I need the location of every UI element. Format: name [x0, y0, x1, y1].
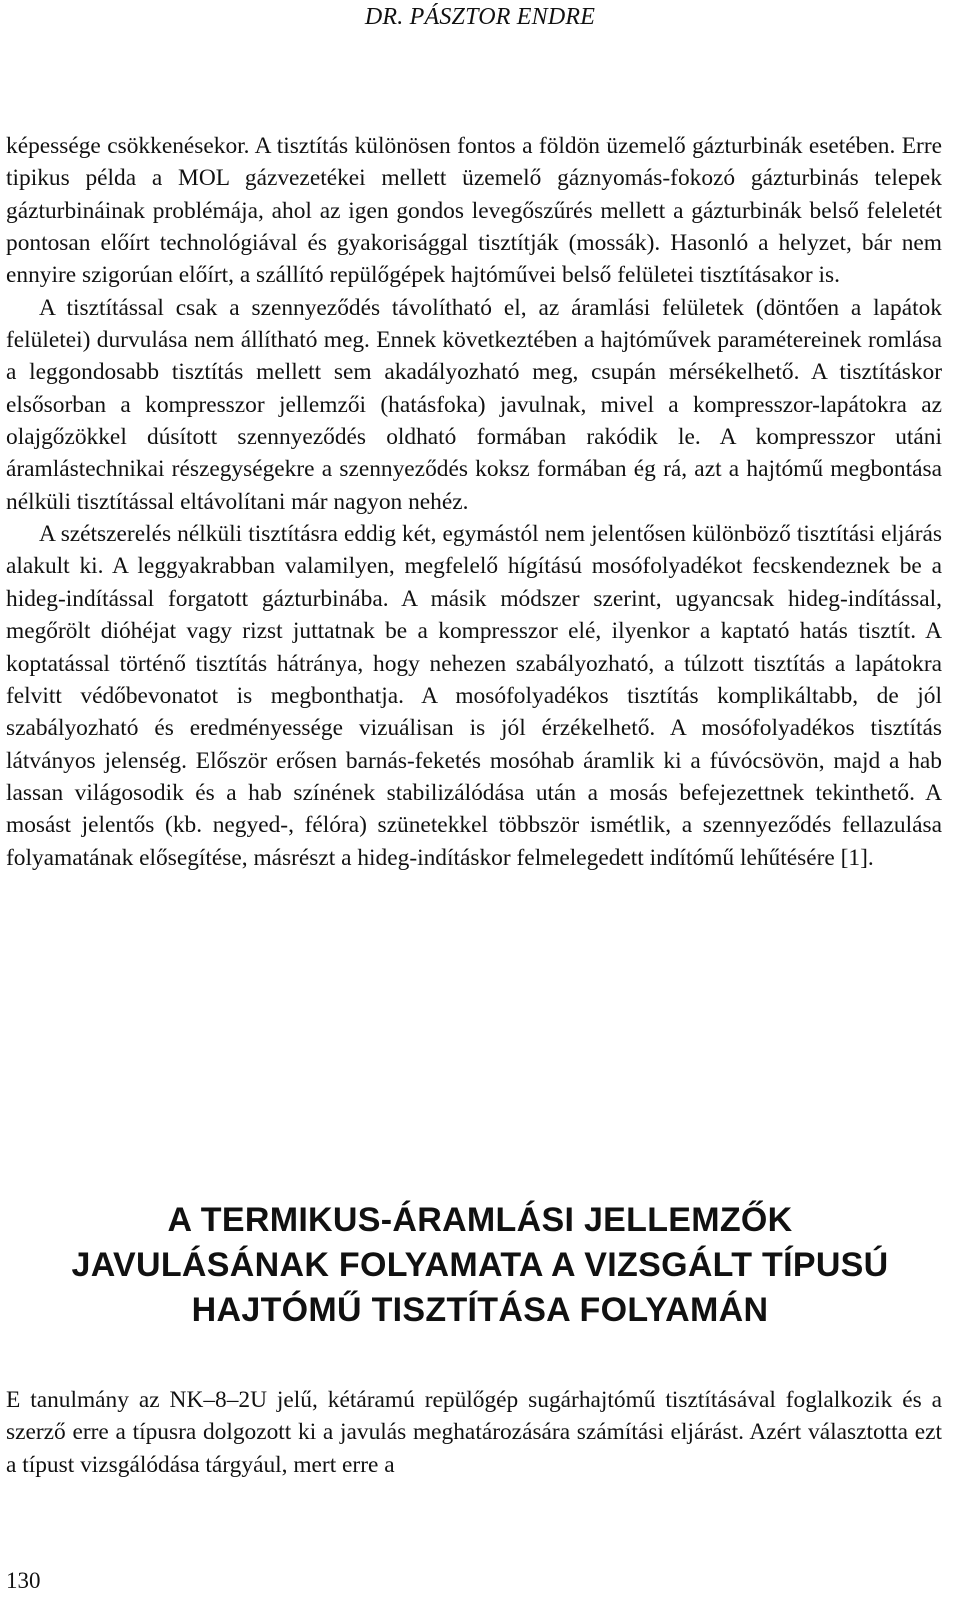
- paragraph-study-intro: E tanulmány az NK–8–2U jelű, kétáramú repülőgép sugárhajtómű tisztításával foglalkozik és a szerző erre a típusra dolgozott ki a javulás meghatározására számítási eljárást. Azért választotta ezt a típust vizsgálódása tárgyául, mert erre a: [6, 1387, 942, 1478]
- section-heading-line-3: HAJTÓMŰ TISZTÍTÁSA FOLYAMÁN: [191, 1291, 769, 1329]
- section-heading: [0, 1198, 960, 1333]
- page-number: 130: [6, 1568, 41, 1593]
- body-text-top: [6, 130, 942, 874]
- paragraph-cleaning-methods: A szétszerelés nélküli tisztításra eddig két, egymástól nem jelentősen különböző tisztítási eljárás alakult ki. A leggyakrabban valamilyen, megfelelő hígítású mosófolyadékot fecskendeznek be a hideg-indítással forgatott gázturbinába. A másik módszer szerint, ugyancsak hideg-indítással, megőrölt dióhéjat vagy rizst juttatnak be a kompresszor elé, ilyenkor a kaptató hatás tisztít. A koptatással történő tisztítás hátránya, hogy nehezen szabályozható, a túlzott tisztítás a lapátokra felvitt védőbevonatot is megbonthatja. A mosófolyadékos tisztítás komplikáltabb, de jól szabályozható és eredményessége vizuálisan is jól érzékelhető. A mosófolyadékos tisztítás látványos jelenség. Először erősen barnás-feketés mosóhab áramlik ki a fúvócsövön, majd a hab lassan világosodik és a hab színének stabilizálódása után a mosás befejezettnek tekinthető. A mosást jelentős (kb. negyed-, félóra) szünetekkel többször ismétlik, a szennyeződés fellazulása folyamatának elősegítése, másrészt a hideg-indításkor felmelegedett indítómű lehűtésére [1].: [6, 521, 942, 871]
- running-head: DR. PÁSZTOR ENDRE: [364, 4, 596, 30]
- paragraph-continuation: képessége csökkenésekor. A tisztítás különösen fontos a földön üzemelő gázturbinák esetében. Erre tipikus példa a MOL gázvezetékei mellett üzemelő gáznyomás-fokozó gázturbinás telepek gázturbináinak problémája, ahol az igen gondos levegőszűrés mellett a gázturbinák belső feleletét pontosan előírt technológiával és gyakorisággal tisztítják (mossák). Hasonló a helyzet, bár nem ennyire szigorúan előírt, a szállító repülőgépek hajtóművei belső felületei tisztításakor is.: [6, 133, 942, 289]
- body-text-bottom: [6, 1384, 942, 1481]
- section-heading-line-1: A TERMIKUS-ÁRAMLÁSI JELLEMZŐK: [167, 1201, 793, 1239]
- section-heading-line-2: JAVULÁSÁNAK FOLYAMATA A VIZSGÁLT TÍPUSÚ: [71, 1246, 889, 1284]
- paragraph-cleaning-limits: A tisztítással csak a szennyeződés távolítható el, az áramlási felületek (döntően a lapátok felületei) durvulása nem állítható meg. Ennek következtében a hajtóművek paramétereinek romlása a leggondosabb tisztítás mellett sem akadályozható meg, csupán mérsékelhető. A tisztításkor elsősorban a kompresszor jellemzői (hatásfoka) javulnak, mivel a kompresszor-lapátokra az olajgőzökkel dúsított szennyeződés oldható formában rakódik le. A kompresszor utáni áramlástechnikai részegységekre a szennyeződés koksz formában ég rá, azt a hajtómű megbontása nélküli tisztítással eltávolítani már nagyon nehéz.: [6, 294, 942, 515]
